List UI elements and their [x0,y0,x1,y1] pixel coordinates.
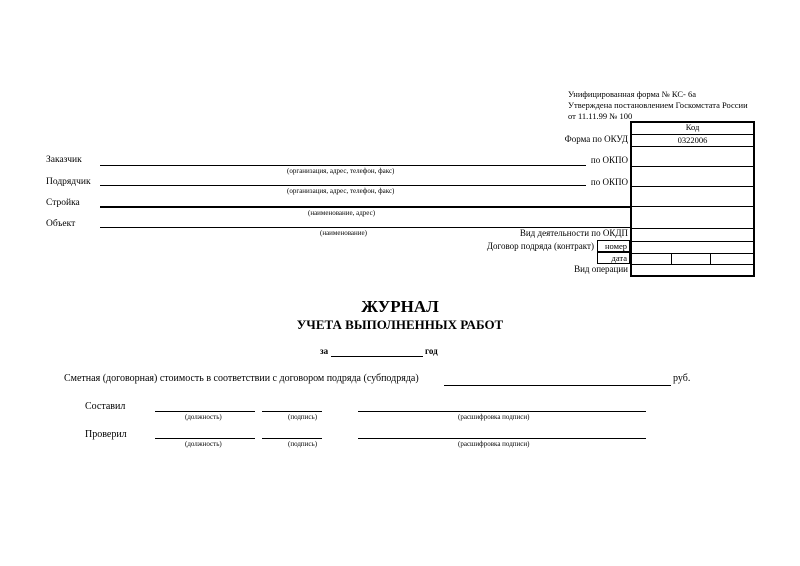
construction-caption: (наименование, адрес) [308,209,376,217]
form-header-line2: Утверждена постановлением Госкомстата России [568,100,748,110]
checked-position-field[interactable] [155,438,255,439]
codes-row-divider [631,146,754,147]
customer-caption: (организация, адрес, телефон, факс) [287,167,395,175]
codes-row-divider [631,206,754,207]
okud-label: Форма по ОКУД [564,134,628,144]
codes-row-divider [631,241,754,242]
codes-row-divider [631,253,754,254]
customer-field[interactable] [100,165,586,166]
object-label: Объект [46,219,76,229]
contractor-caption: (организация, адрес, телефон, факс) [287,187,395,195]
date-cell-divider [710,253,711,264]
checked-label: Проверил [85,429,127,440]
page-subtitle: УЧЕТА ВЫПОЛНЕННЫХ РАБОТ [296,317,504,332]
checked-decoding-caption: (расшифровка подписи) [458,440,530,448]
object-field[interactable] [100,227,630,228]
contract-number-label: номер [597,240,630,252]
form-header-line1: Унифицированная форма № КС- 6а [568,89,697,99]
codes-row-divider [631,264,754,265]
page-title: ЖУРНАЛ [361,297,439,316]
operation-label: Вид операции [574,264,628,274]
checked-decoding-field[interactable] [358,438,646,439]
checked-signature-field[interactable] [262,438,322,439]
period-suffix: год [425,346,438,356]
compiled-signature-field[interactable] [262,411,322,412]
construction-field[interactable] [100,206,630,208]
cost-unit: руб. [673,373,691,384]
codes-row-divider [631,166,754,167]
checked-position-caption: (должность) [185,440,222,448]
form-header-line3: от 11.11.99 № 100 [568,111,633,121]
contractor-field[interactable] [100,185,586,186]
kod-header: Код [685,122,700,132]
contract-date-label: дата [597,252,630,264]
customer-label: Заказчик [46,155,82,165]
construction-label: Стройка [46,198,80,208]
checked-signature-caption: (подпись) [288,440,318,448]
object-caption: (наименование) [320,229,367,237]
contractor-label: Подрядчик [46,177,91,187]
compiled-decoding-caption: (расшифровка подписи) [458,413,530,421]
cost-field[interactable] [444,385,671,386]
compiled-position-field[interactable] [155,411,255,412]
codes-row-divider [631,228,754,229]
date-cell-divider [671,253,672,264]
compiled-position-caption: (должность) [185,413,222,421]
okpo-label-customer: по ОКПО [590,155,628,165]
compiled-signature-caption: (подпись) [288,413,318,421]
okud-value: 0322006 [677,135,708,145]
contract-label: Договор подряда (контракт) [486,241,594,251]
compiled-decoding-field[interactable] [358,411,646,412]
period-prefix: за [320,346,329,356]
compiled-label: Составил [85,401,126,412]
okdp-label: Вид деятельности по ОКДП [519,228,628,238]
cost-label: Сметная (договорная) стоимость в соответствии с договором подряда (субподряда) [64,373,419,384]
codes-row-divider [631,186,754,187]
okpo-label-contractor: по ОКПО [590,177,628,187]
period-field[interactable] [331,356,423,357]
